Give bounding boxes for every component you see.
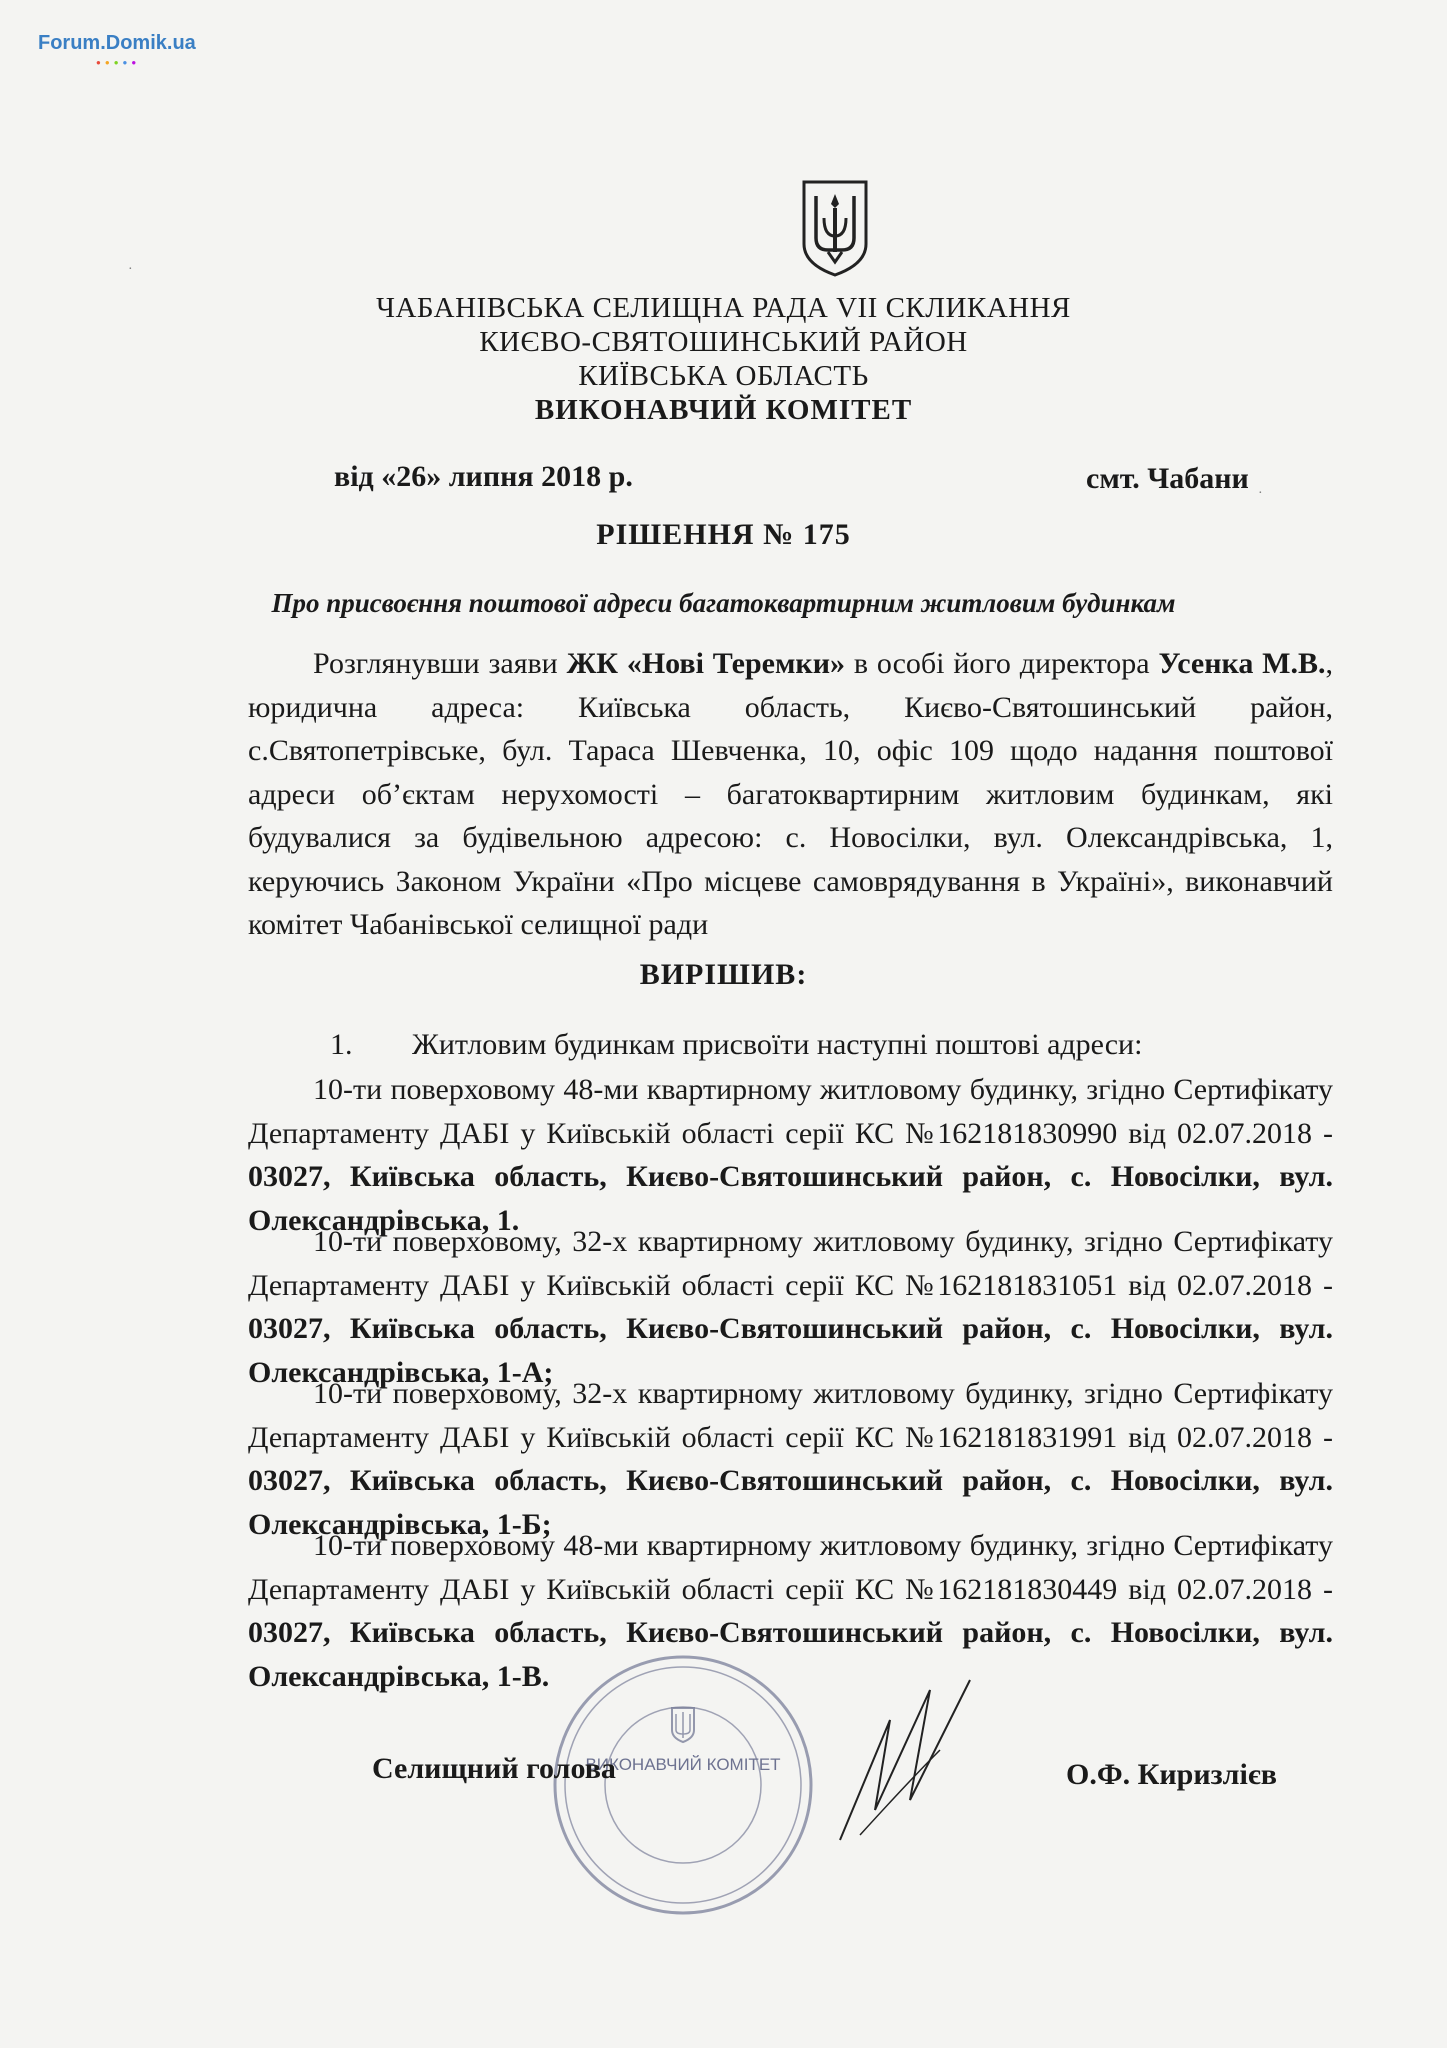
item-text: Житловим будинкам присвоїти наступні поштові адреси: xyxy=(412,1028,1143,1061)
decision-subject: Про присвоєння поштової адреси багатоквартирним житловим будинкам xyxy=(271,588,1176,618)
building-item xyxy=(248,1068,1333,1242)
building-address: 03027, Київська область, Києво-Святошинський район, с. Новосілки, вул. Олександрівська, 1-В. xyxy=(248,1616,1333,1693)
intro-text-1: Розглянувши заяви xyxy=(313,647,567,680)
intro-text-2: в особі його директора xyxy=(844,647,1159,680)
building-desc: 10-ти поверховому, 32-х квартирному житловому будинку, згідно Сертифікату Департаменту ДАБІ у Київській області серії КС №162181831051 від 02.07.2018 - xyxy=(248,1225,1333,1302)
intro-text-3: , юридична адреса: Київська область, Києво-Святошинський район, с.Святопетрівське, бул. Тараса Шевченка, 10, офіс 109 щодо надання поштової адреси об’єктам нерухомості – багатоквартирним житловим будинкам, які будувалися за будівельною адресою: с. Новосілки, вул. Олександрівська, 1, керуючись Законом України «Про місцеве самоврядування в Україні», виконавчий комітет Чабанівської селищної ради xyxy=(248,647,1334,941)
signatory-name: О.Ф. Киризлієв xyxy=(1066,1758,1277,1791)
header-committee: ВИКОНАВЧИЙ КОМІТЕТ xyxy=(534,394,913,426)
signatory-position: Селищний голова xyxy=(372,1752,616,1785)
header-district: КИЄВО-СВЯТОШИНСЬКИЙ РАЙОН xyxy=(479,326,968,358)
coat-of-arms-icon xyxy=(798,178,872,278)
decision-place: смт. Чабани xyxy=(1086,462,1249,495)
building-desc: 10-ти поверховому, 32-х квартирному житловому будинку, згідно Сертифікату Департаменту ДАБІ у Київській області серії КС №162181831991 від 02.07.2018 - xyxy=(248,1377,1333,1454)
building-item xyxy=(248,1372,1333,1546)
director-name: Усенка М.В. xyxy=(1158,647,1326,680)
scan-mark: · xyxy=(128,262,133,277)
watermark-dots: ●●●●● xyxy=(96,58,141,67)
decided-heading: ВИРІШИВ: xyxy=(639,958,808,991)
decision-title: РІШЕННЯ № 175 xyxy=(596,518,851,551)
building-desc: 10-ти поверховому 48-ми квартирному житловому будинку, згідно Сертифікату Департаменту ДАБІ у Київській області серії КС №162181830449 від 02.07.2018 - xyxy=(248,1529,1333,1606)
building-address: 03027, Київська область, Києво-Святошинський район, с. Новосілки, вул. Олександрівська, 1-Б; xyxy=(248,1464,1333,1541)
building-item xyxy=(248,1220,1333,1394)
decision-date: від «26» липня 2018 р. xyxy=(334,460,633,493)
header-council: ЧАБАНІВСЬКА СЕЛИЩНА РАДА VII СКЛИКАННЯ xyxy=(376,292,1071,324)
watermark-logo[interactable]: Forum.Domik.ua xyxy=(38,32,196,54)
header-region: КИЇВСЬКА ОБЛАСТЬ xyxy=(578,360,869,392)
seal-center-text: ВИКОНАВЧИЙ КОМІТЕТ xyxy=(585,1755,781,1774)
company-name: ЖК «Нові Теремки» xyxy=(566,647,845,680)
scan-mark: · xyxy=(1258,486,1263,501)
item-number: 1. xyxy=(330,1028,353,1061)
building-desc: 10-ти поверховому 48-ми квартирному житловому будинку, згідно Сертифікату Департаменту ДАБІ у Київській області серії КС №162181830990 від 02.07.2018 - xyxy=(248,1073,1333,1150)
building-address: 03027, Київська область, Києво-Святошинський район, с. Новосілки, вул. Олександрівська, 1. xyxy=(248,1160,1333,1237)
building-address: 03027, Київська область, Києво-Святошинський район, с. Новосілки, вул. Олександрівська, 1-А; xyxy=(248,1312,1333,1389)
intro-paragraph xyxy=(248,642,1333,947)
signature-mark xyxy=(820,1660,1020,1860)
